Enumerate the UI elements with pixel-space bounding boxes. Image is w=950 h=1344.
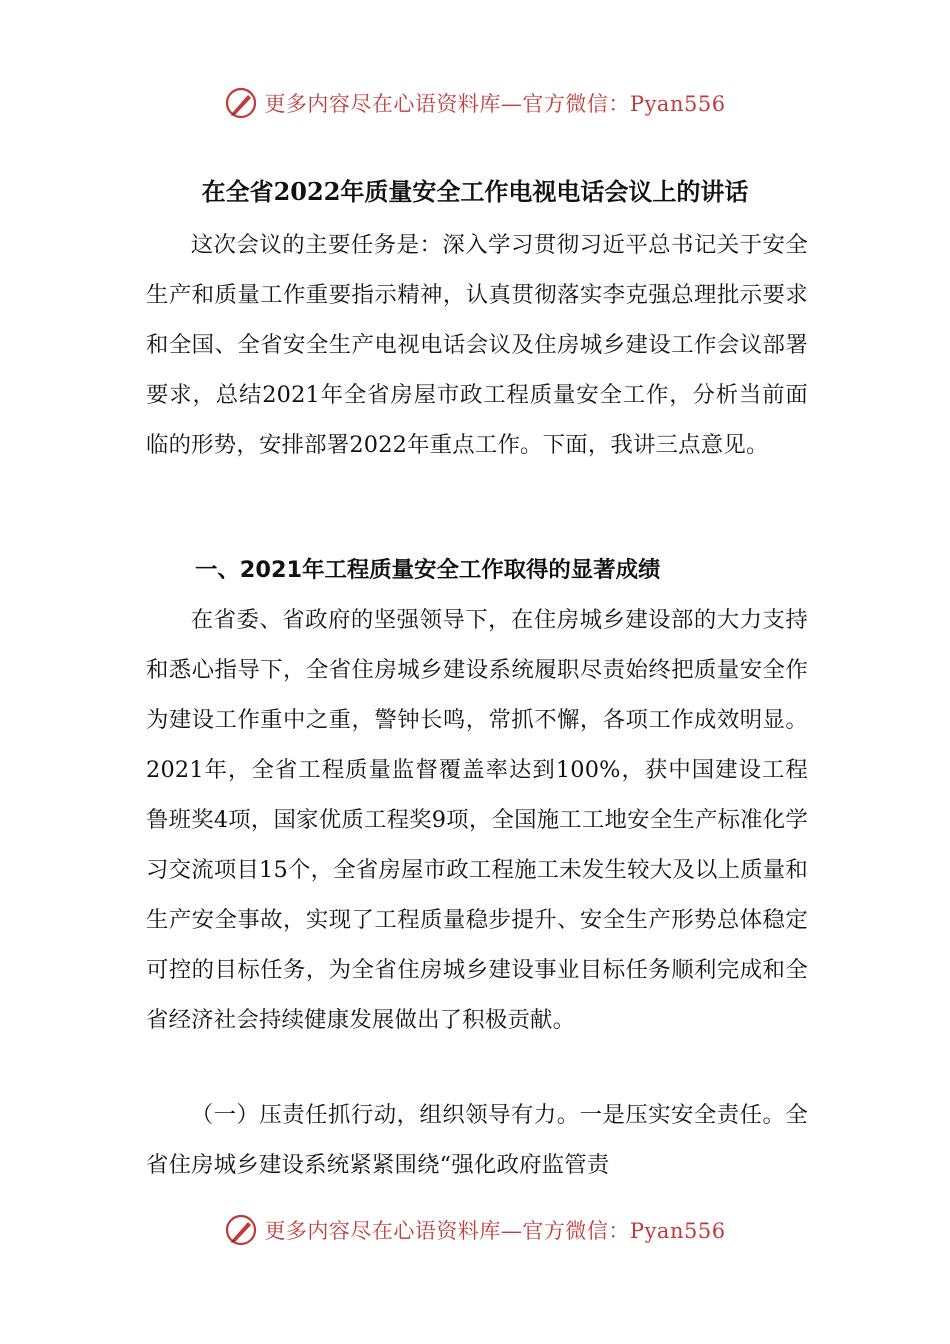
paragraph-2: 在省委、省政府的坚强领导下，在住房城乡建设部的大力支持和悉心指导下，全省住房城乡建设系统履职尽责始终把质量安全作为建设工作重中之重，警钟长鸣，常抓不懈，各项工作成效明显。2021年，全省工程质量监督覆盖率达到100%，获中国建设工程鲁班奖4项，国家优质工程奖9项，全国施工工地安全生产标准化学习交流项目15个，全省房屋市政工程施工未发生较大及以上质量和生产安全事故，实现了工程质量稳步提升、安全生产形势总体稳定可控的目标任务，为全省住房城乡建设事业目标任务顺利完成和全省经济社会持续健康发展做出了积极贡献。 — [146, 607, 808, 1033]
watermark-banner-bottom — [0, 1210, 950, 1250]
watermark-banner-top — [0, 83, 950, 123]
paragraph-3: （一）压责任抓行动，组织领导有力。一是压实安全责任。全省住房城乡建设系统紧紧围绕“强化政府监管责 — [146, 1102, 808, 1178]
pen-circle-logo-icon — [224, 1213, 258, 1247]
pen-circle-logo-icon — [224, 86, 258, 120]
watermark-text: 更多内容尽在心语资料库—官方微信：Pyan556 — [264, 92, 726, 116]
watermark-text: 更多内容尽在心语资料库—官方微信：Pyan556 — [264, 1219, 726, 1243]
paragraph-1: 这次会议的主要任务是：深入学习贯彻习近平总书记关于安全生产和质量工作重要指示精神，认真贯彻落实李克强总理批示要求和全国、全省安全生产电视电话会议及住房城乡建设工作会议部署要求，总结2021年全省房屋市政工程质量安全工作，分析当前面临的形势，安排部署2022年重点工作。下面，我讲三点意见。 — [146, 232, 808, 458]
document-title: 在全省2022年质量安全工作电视电话会议上的讲话 — [201, 177, 749, 206]
section-heading-1: 一、2021年工程质量安全工作取得的显著成绩 — [195, 557, 661, 583]
